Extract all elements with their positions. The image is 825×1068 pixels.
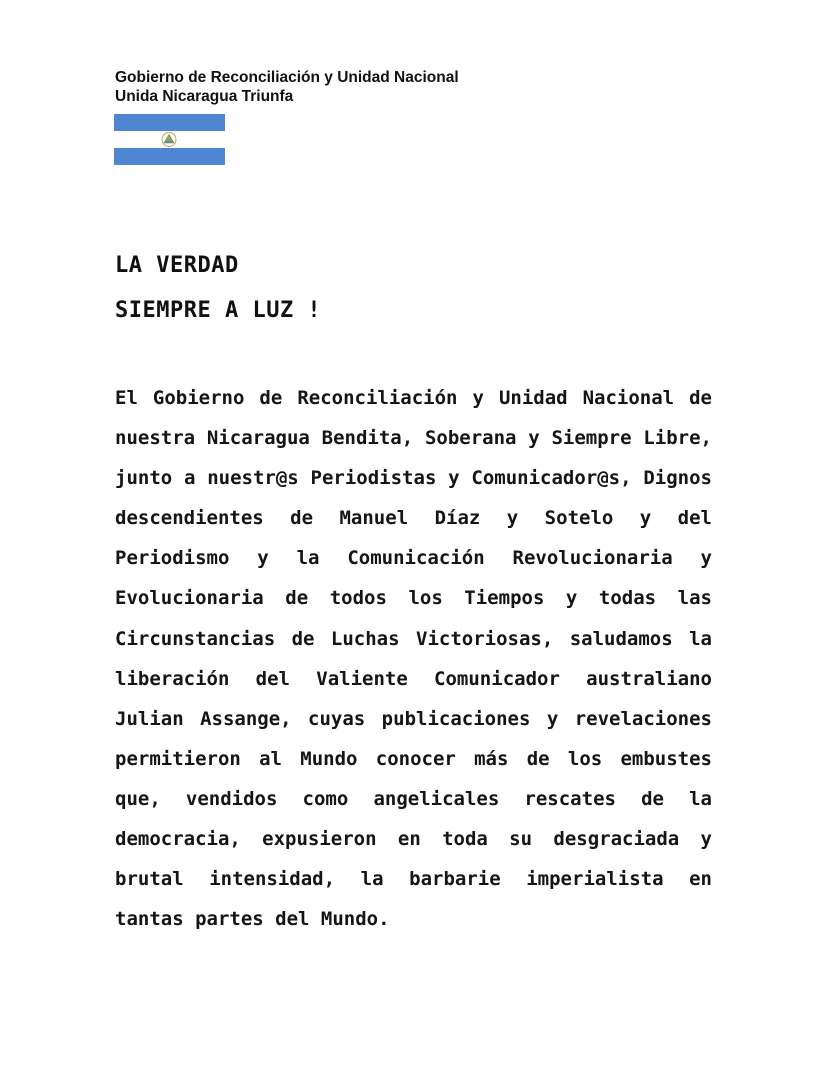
nicaragua-flag-icon <box>114 114 225 165</box>
statement-paragraph: El Gobierno de Reconciliación y Unidad Nacional de nuestra Nicaragua Bendita, Soberana y Siempre Libre, junto a nuestr@s Periodistas y Comunicador@s, Dignos descendientes de Manuel Díaz y Sotelo y del Periodismo y la Comunicación Revolucionaria y Evolucionaria de todos los Tiempos y todas las Circunstancias de Luchas Victoriosas, saludamos la liberación del Valiente Comunicador australiano Julian Assange, cuyas publicaciones y revelaciones permitieron al Mundo conocer más de los embustes que, vendidos como angelicales rescates de la democracia, expusieron en toda su desgraciada y brutal intensidad, la barbarie imperialista en tantas partes del Mundo. <box>115 387 712 931</box>
government-name: Gobierno de Reconciliación y Unidad Nacional <box>115 69 459 86</box>
flag-top-stripe <box>114 114 225 131</box>
headline-line-1: LA VERDAD <box>115 253 239 278</box>
coat-of-arms-icon <box>160 131 178 148</box>
letterhead <box>115 68 459 106</box>
headline-line-2: SIEMPRE A LUZ ! <box>115 298 322 323</box>
slogan: Unida Nicaragua Triunfa <box>115 88 294 105</box>
flag-bottom-stripe <box>114 148 225 165</box>
